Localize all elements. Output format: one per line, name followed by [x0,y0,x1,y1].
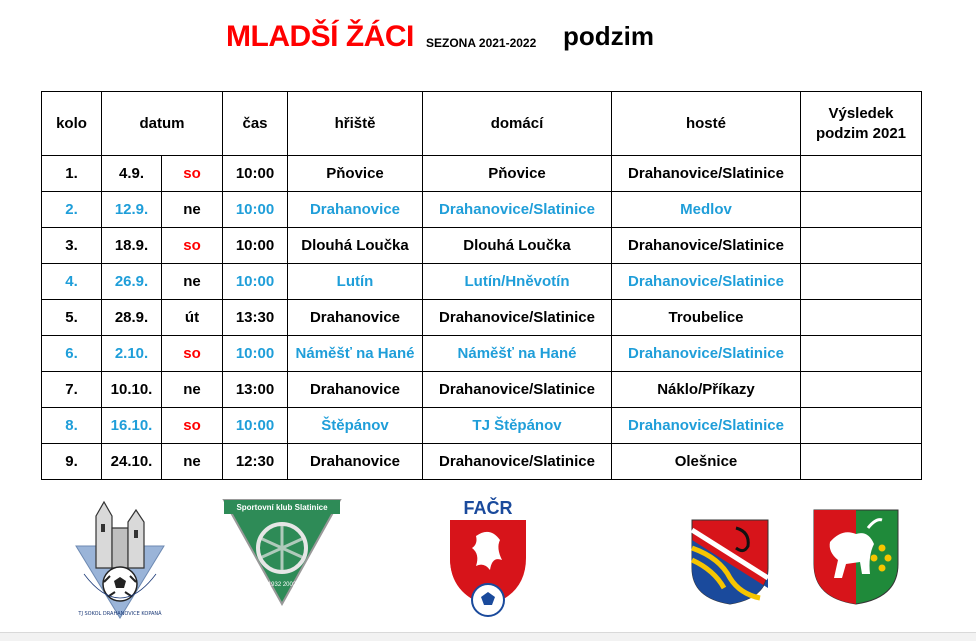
cell-time: 12:30 [223,444,288,480]
cell-result [801,228,922,264]
cell-kolo: 3. [42,228,102,264]
logo-strip [0,490,976,630]
table-row [42,228,922,264]
sokol-logo-text: TJ SOKOL DRAHANOVICE KOPANÁ [78,611,162,617]
cell-home: Drahanovice/Slatinice [423,300,612,336]
cell-home: TJ Štěpánov [423,408,612,444]
cell-venue: Drahanovice [288,372,423,408]
cell-result [801,264,922,300]
header-datum: datum [102,92,223,156]
cell-kolo: 8. [42,408,102,444]
cell-kolo: 5. [42,300,102,336]
cell-venue: Pňovice [288,156,423,192]
cell-home: Drahanovice/Slatinice [423,444,612,480]
cell-time: 10:00 [223,156,288,192]
cell-date: 16.10. [102,408,162,444]
cell-day: so [162,336,223,372]
table-row [42,408,922,444]
table-row [42,264,922,300]
header-row [42,92,922,156]
cell-home: Lutín/Hněvotín [423,264,612,300]
header-kolo: kolo [42,92,102,156]
cell-day: so [162,228,223,264]
cell-away: Olešnice [612,444,801,480]
cell-kolo: 2. [42,192,102,228]
cell-away: Drahanovice/Slatinice [612,408,801,444]
cell-time: 10:00 [223,228,288,264]
cell-kolo: 6. [42,336,102,372]
header-hoste: hosté [612,92,801,156]
cell-day: ne [162,444,223,480]
cell-kolo: 1. [42,156,102,192]
cell-date: 10.10. [102,372,162,408]
cell-day: so [162,156,223,192]
cell-away: Troubelice [612,300,801,336]
cell-kolo: 9. [42,444,102,480]
cell-time: 13:00 [223,372,288,408]
cell-home: Pňovice [423,156,612,192]
slatinice-logo-text: Sportovní klub Slatinice [236,503,328,512]
cell-home: Náměšť na Hané [423,336,612,372]
season-label: SEZONA 2021-2022 [426,36,537,50]
facr-logo-text: FAČR [463,498,513,518]
table-row [42,444,922,480]
cell-venue: Lutín [288,264,423,300]
header-cas: čas [223,92,288,156]
cell-day: ne [162,264,223,300]
header-domaci: domácí [423,92,612,156]
sokol-drahanovice-logo [74,498,166,622]
header-vysledek: Výsledek podzim 2021 [801,92,922,156]
cell-home: Dlouhá Loučka [423,228,612,264]
cell-away: Drahanovice/Slatinice [612,336,801,372]
cell-venue: Drahanovice [288,192,423,228]
cell-away: Drahanovice/Slatinice [612,228,801,264]
cell-date: 26.9. [102,264,162,300]
slatinice-coat-of-arms [812,508,900,606]
cell-time: 10:00 [223,192,288,228]
period-label: podzim [563,21,654,51]
slatinice-logo-years: 1932 2002 [267,582,297,588]
cell-away: Drahanovice/Slatinice [612,264,801,300]
cell-date: 28.9. [102,300,162,336]
cell-time: 10:00 [223,264,288,300]
cell-venue: Náměšť na Hané [288,336,423,372]
drahanovice-coat-of-arms [690,518,770,606]
cell-result [801,372,922,408]
cell-time: 13:30 [223,300,288,336]
cell-venue: Drahanovice [288,300,423,336]
cell-result [801,156,922,192]
cell-day: so [162,408,223,444]
cell-day: ne [162,372,223,408]
title-row [0,18,976,58]
header-hriste: hřiště [288,92,423,156]
cell-day: út [162,300,223,336]
cell-away: Náklo/Příkazy [612,372,801,408]
cell-date: 2.10. [102,336,162,372]
cell-result [801,300,922,336]
cell-result [801,444,922,480]
facr-logo [446,496,530,620]
table-row [42,300,922,336]
cell-home: Drahanovice/Slatinice [423,192,612,228]
page-title: MLADŠÍ ŽÁCI [226,20,414,53]
cell-result [801,192,922,228]
cell-result [801,408,922,444]
cell-date: 4.9. [102,156,162,192]
sk-slatinice-logo [222,498,342,606]
cell-venue: Štěpánov [288,408,423,444]
cell-time: 10:00 [223,336,288,372]
cell-venue: Dlouhá Loučka [288,228,423,264]
cell-date: 18.9. [102,228,162,264]
table-row [42,372,922,408]
cell-time: 10:00 [223,408,288,444]
cell-kolo: 7. [42,372,102,408]
cell-away: Drahanovice/Slatinice [612,156,801,192]
cell-away: Medlov [612,192,801,228]
cell-date: 12.9. [102,192,162,228]
cell-kolo: 4. [42,264,102,300]
cell-date: 24.10. [102,444,162,480]
cell-day: ne [162,192,223,228]
cell-venue: Drahanovice [288,444,423,480]
table-row [42,192,922,228]
schedule-table [41,91,922,480]
table-row [42,336,922,372]
cell-result [801,336,922,372]
cell-home: Drahanovice/Slatinice [423,372,612,408]
table-row [42,156,922,192]
